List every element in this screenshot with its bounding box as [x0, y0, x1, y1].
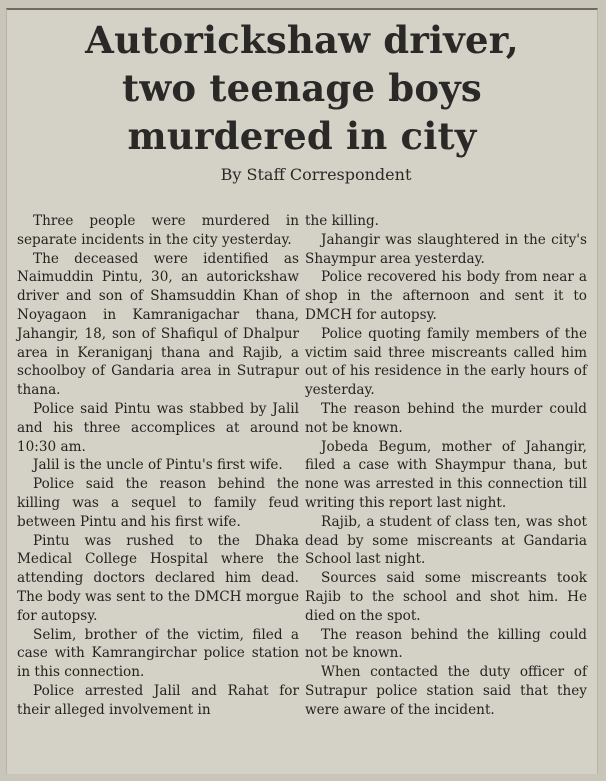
paragraph: Police recovered his body from near a shop in the afternoon and sent it to DMCH for autopsy. [305, 269, 587, 323]
paragraph: The reason behind the killing could not be known. [305, 626, 587, 662]
column-left [17, 212, 299, 720]
paragraph-continuation: the killing. [305, 213, 379, 229]
paragraph: Police quoting family members of the victim said three miscreants called him out of his residence in the early hours of yesterday. [305, 325, 587, 399]
paragraph: Pintu was rushed to the Dhaka Medical College Hospital where the attending doctors declared him dead. The body was sent to the DMCH morgue for autopsy. [17, 532, 299, 624]
paragraph: Jalil is the uncle of Pintu's first wife. [33, 457, 283, 474]
headline-line: two teenage boys [122, 66, 482, 110]
paragraph: Rajib, a student of class ten, was shot dead by some miscreants at Gandaria School last night. [305, 513, 587, 568]
newspaper-clipping [6, 8, 598, 774]
paragraph: The reason behind the murder could not be known. [305, 400, 587, 436]
column-right [305, 212, 587, 720]
paragraph: Police said Pintu was stabbed by Jalil and his three accomplices at around 10:30 am. [17, 400, 299, 455]
paragraph: Jobeda Begum, mother of Jahangir, filed a case with Shaympur thana, but none was arrested in this connection till writing this report last night. [305, 438, 587, 511]
paragraph: The deceased were identified as Naimuddin Pintu, 30, an autorickshaw driver and son of Shamsuddin Khan of Noyagaon in Kamranigachar thana, Jahangir, 18, son of Shafiqul of Dhalpur area in Keraniganj thana and Rajib, a schoolboy of Gandaria area in Sutrapur thana. [17, 250, 299, 399]
paragraph: Three people were murdered in separate incidents in the city yesterday. [17, 213, 299, 248]
paragraph: Police arrested Jalil and Rahat for their alleged involvement in [17, 682, 299, 718]
headline [7, 16, 597, 160]
article-body [17, 212, 587, 720]
paragraph: Sources said some miscreants took Rajib to the school and shot him. He died on the spot. [305, 570, 587, 624]
byline: By Staff Correspondent [220, 165, 412, 184]
headline-line: murdered in city [127, 114, 477, 158]
paragraph: When contacted the duty officer of Sutrapur police station said that they were aware of the incident. [305, 664, 587, 718]
paragraph: Police said the reason behind the killing was a sequel to family feud between Pintu and his first wife. [17, 476, 299, 530]
paragraph: Selim, brother of the victim, filed a case with Kamrangirchar police station in this connection. [17, 626, 299, 681]
paragraph: Jahangir was slaughtered in the city's Shaympur area yesterday. [305, 231, 587, 267]
headline-line: Autorickshaw driver, [85, 18, 519, 62]
